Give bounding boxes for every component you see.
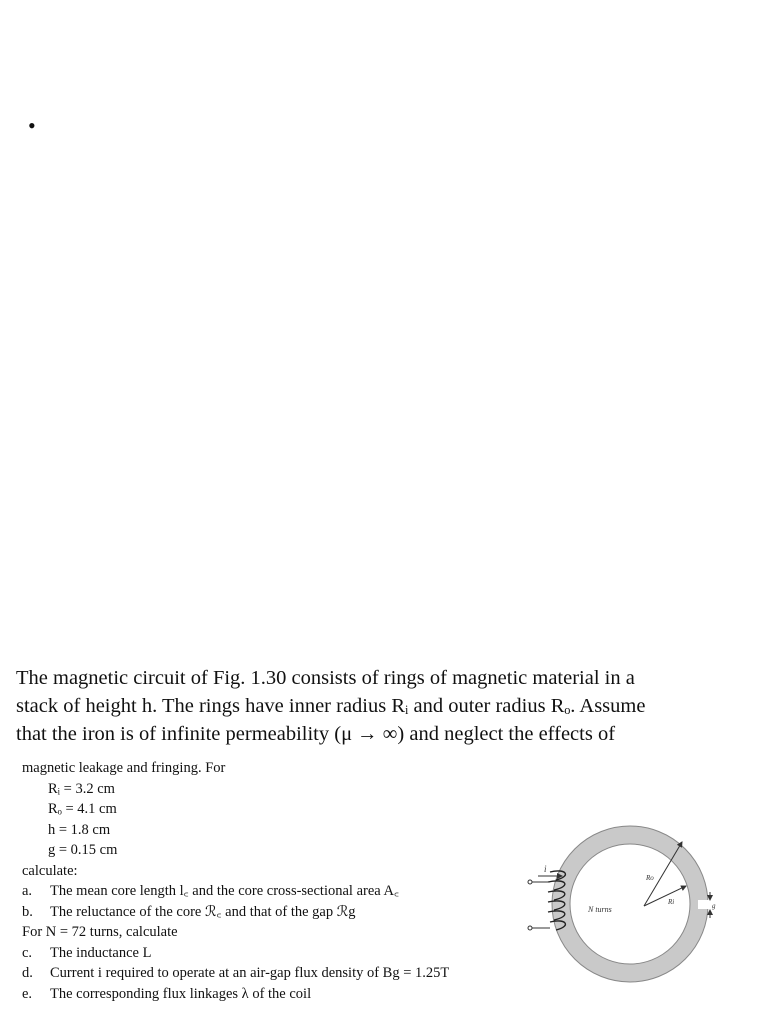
item-text: The mean core length l꜀ and the core cross-sectional area A꜀ <box>50 883 400 899</box>
gap-label: g <box>712 902 716 910</box>
list-item <box>22 902 449 923</box>
turns-label: N turns <box>588 905 612 914</box>
ri-label: Ri <box>668 898 675 906</box>
list-item <box>22 881 449 902</box>
terminal-bottom <box>528 926 532 930</box>
list-item <box>22 963 449 984</box>
item-text: The corresponding flux linkages λ of the coil <box>50 985 312 1002</box>
intro-paragraph <box>16 664 756 748</box>
intro-line: that the iron is of infinite permeability (μ → ∞) and neglect the effects of <box>16 723 616 745</box>
item-label: e. <box>22 985 33 1002</box>
magnetic-ring-figure <box>526 822 736 984</box>
given-ri: Rᵢ = 3.2 cm <box>48 780 115 797</box>
item-text: The reluctance of the core ℛ꜀ and that of the gap ℛg <box>50 903 356 920</box>
intro-line: The magnetic circuit of Fig. 1.30 consists of rings of magnetic material in a <box>16 667 635 689</box>
given-h: h = 1.8 cm <box>48 821 111 838</box>
problem-lead: magnetic leakage and fringing. For <box>22 760 226 776</box>
list-item <box>22 943 449 964</box>
given-values <box>48 779 449 861</box>
for-n-line: For N = 72 turns, calculate <box>22 924 178 940</box>
item-label: a. <box>22 883 33 899</box>
ring-diagram <box>526 822 736 984</box>
given-g: g = 0.15 cm <box>48 842 118 858</box>
current-label: i <box>544 864 547 874</box>
problem-statement <box>22 758 449 1004</box>
intro-line: stack of height h. The rings have inner radius Rᵢ and outer radius Rₒ. Assume <box>16 695 646 717</box>
terminal-top <box>528 880 532 884</box>
calculate-label: calculate: <box>22 862 78 879</box>
bullet-point: • <box>28 113 36 138</box>
item-label: c. <box>22 944 33 961</box>
item-text: The inductance L <box>50 944 152 961</box>
ro-label: Ro <box>646 874 654 882</box>
item-label: b. <box>22 903 33 920</box>
list-item <box>22 984 449 1005</box>
item-label: d. <box>22 965 33 981</box>
item-text: Current i required to operate at an air-gap flux density of Bg = 1.25T <box>50 965 450 981</box>
given-ro: Rₒ = 4.1 cm <box>48 801 117 817</box>
